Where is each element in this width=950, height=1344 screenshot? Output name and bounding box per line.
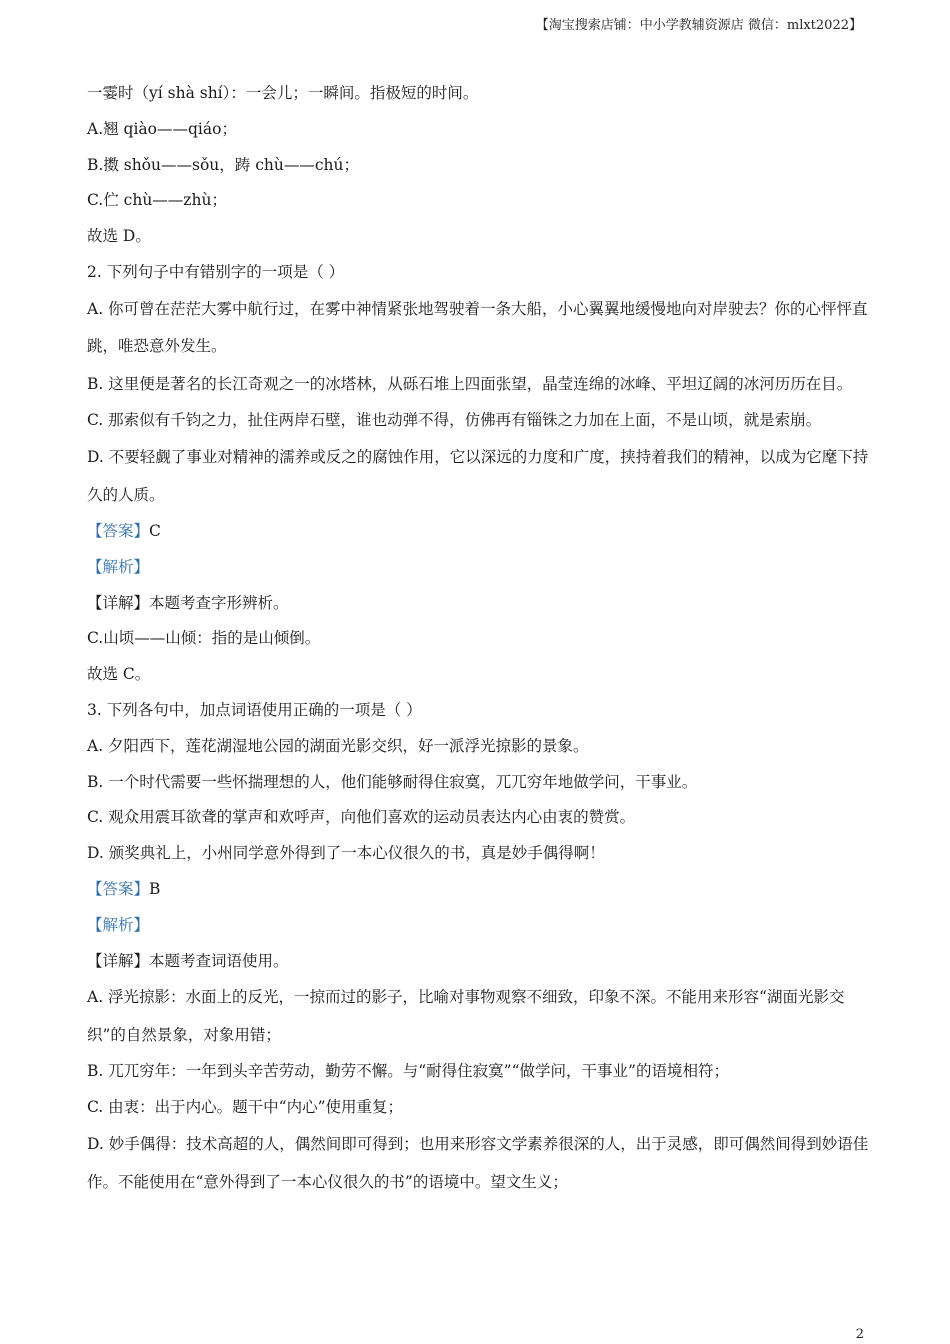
page-number: 2 bbox=[855, 1327, 864, 1342]
q3-explain-b: B. 兀兀穷年：一年到头辛苦劳动，勤劳不懈。与“耐得住寂寞”“做学问，干事业”的语境相符； bbox=[87, 1062, 729, 1081]
q2-explain: C.山顷——山倾：指的是山倾倒。 bbox=[87, 629, 321, 648]
page-header: 【淘宝搜索店铺：中小学教辅资源店 微信：mlxt2022】 bbox=[535, 18, 862, 33]
answer-tag: 【答案】 bbox=[87, 522, 150, 541]
q1-pick: 故选 D。 bbox=[87, 227, 151, 246]
answer-tag: 【答案】 bbox=[87, 880, 150, 899]
q3-detail: 【详解】本题考查词语使用。 bbox=[87, 951, 289, 970]
q2-detail: 【详解】本题考查字形辨析。 bbox=[87, 593, 289, 612]
q2-option-c: C. 那索似有千钧之力，扯住两岸石壁，谁也动弹不得，仿佛再有锱铢之力加在上面，不是山顷，就是索崩。 bbox=[87, 411, 822, 430]
q3-explain-a: A. 浮光掠影：水面上的反光，一掠而过的影子，比喻对事物观察不细致，印象不深。不能用来形容“湖面光影交织”的自然景象，对象用错； bbox=[87, 988, 845, 1044]
q1-explain-b: B.擞 shǒu——sǒu，踌 chù——chú； bbox=[87, 155, 359, 174]
q2-option-a: A. 你可曾在茫茫大雾中航行过，在雾中神情紧张地驾驶着一条大船，小心翼翼地缓慢地向对岸驶去？你的心怦怦直跳，唯恐意外发生。 bbox=[87, 299, 868, 356]
q3-option-a: A. 夕阳西下，莲花湖湿地公园的湖面光影交织，好一派浮光掠影的景象。 bbox=[87, 736, 589, 755]
document-body bbox=[87, 76, 877, 1201]
q1-explain-a: A.翘 qiào——qiáo； bbox=[87, 119, 237, 138]
q3-analysis-tag: 【解析】 bbox=[87, 915, 150, 934]
q3-option-c: C. 观众用震耳欲聋的掌声和欢呼声，向他们喜欢的运动员表达内心由衷的赞赏。 bbox=[87, 808, 636, 827]
q3-option-b: B. 一个时代需要一些怀揣理想的人，他们能够耐得住寂寞，兀兀穷年地做学问，干事业。 bbox=[87, 772, 698, 791]
q2-stem: 2. 下列句子中有错别字的一项是（ ） bbox=[87, 262, 345, 281]
q3-explain-c: C. 由衷：出于内心。题干中“内心”使用重复； bbox=[87, 1098, 404, 1117]
q3-answer bbox=[87, 872, 877, 908]
q3-explain-d: D. 妙手偶得：技术高超的人，偶然间即可得到；也用来形容文学素养很深的人，出于灵感，即可偶然间得到妙语佳作。不能使用在“意外得到了一本心仪很久的书”的语境中。望文生义； bbox=[87, 1135, 869, 1191]
answer-value: C bbox=[149, 522, 161, 541]
q3-option-d: D. 颁奖典礼上，小州同学意外得到了一本心仪很久的书，真是妙手偶得啊！ bbox=[87, 844, 605, 863]
answer-value: B bbox=[149, 880, 161, 899]
q1-explain-c: C.伫 chù——zhù； bbox=[87, 191, 227, 210]
q2-option-d: D. 不要轻觑了事业对精神的濡养或反之的腐蚀作用，它以深远的力度和广度，挟持着我们的精神，以成为它麾下持久的人质。 bbox=[87, 448, 869, 504]
q2-pick: 故选 C。 bbox=[87, 665, 151, 684]
q2-option-b: B. 这里便是著名的长江奇观之一的冰塔林，从砾石堆上四面张望，晶莹连绵的冰峰、平坦辽阔的冰河历历在目。 bbox=[87, 374, 853, 393]
q1-definition: 一霎时（yí shà shí）：一会儿；一瞬间。指极短的时间。 bbox=[87, 84, 479, 102]
q2-analysis-tag: 【解析】 bbox=[87, 557, 150, 576]
q3-stem: 3. 下列各句中，加点词语使用正确的一项是（ ） bbox=[87, 701, 422, 720]
q2-answer bbox=[87, 514, 877, 550]
